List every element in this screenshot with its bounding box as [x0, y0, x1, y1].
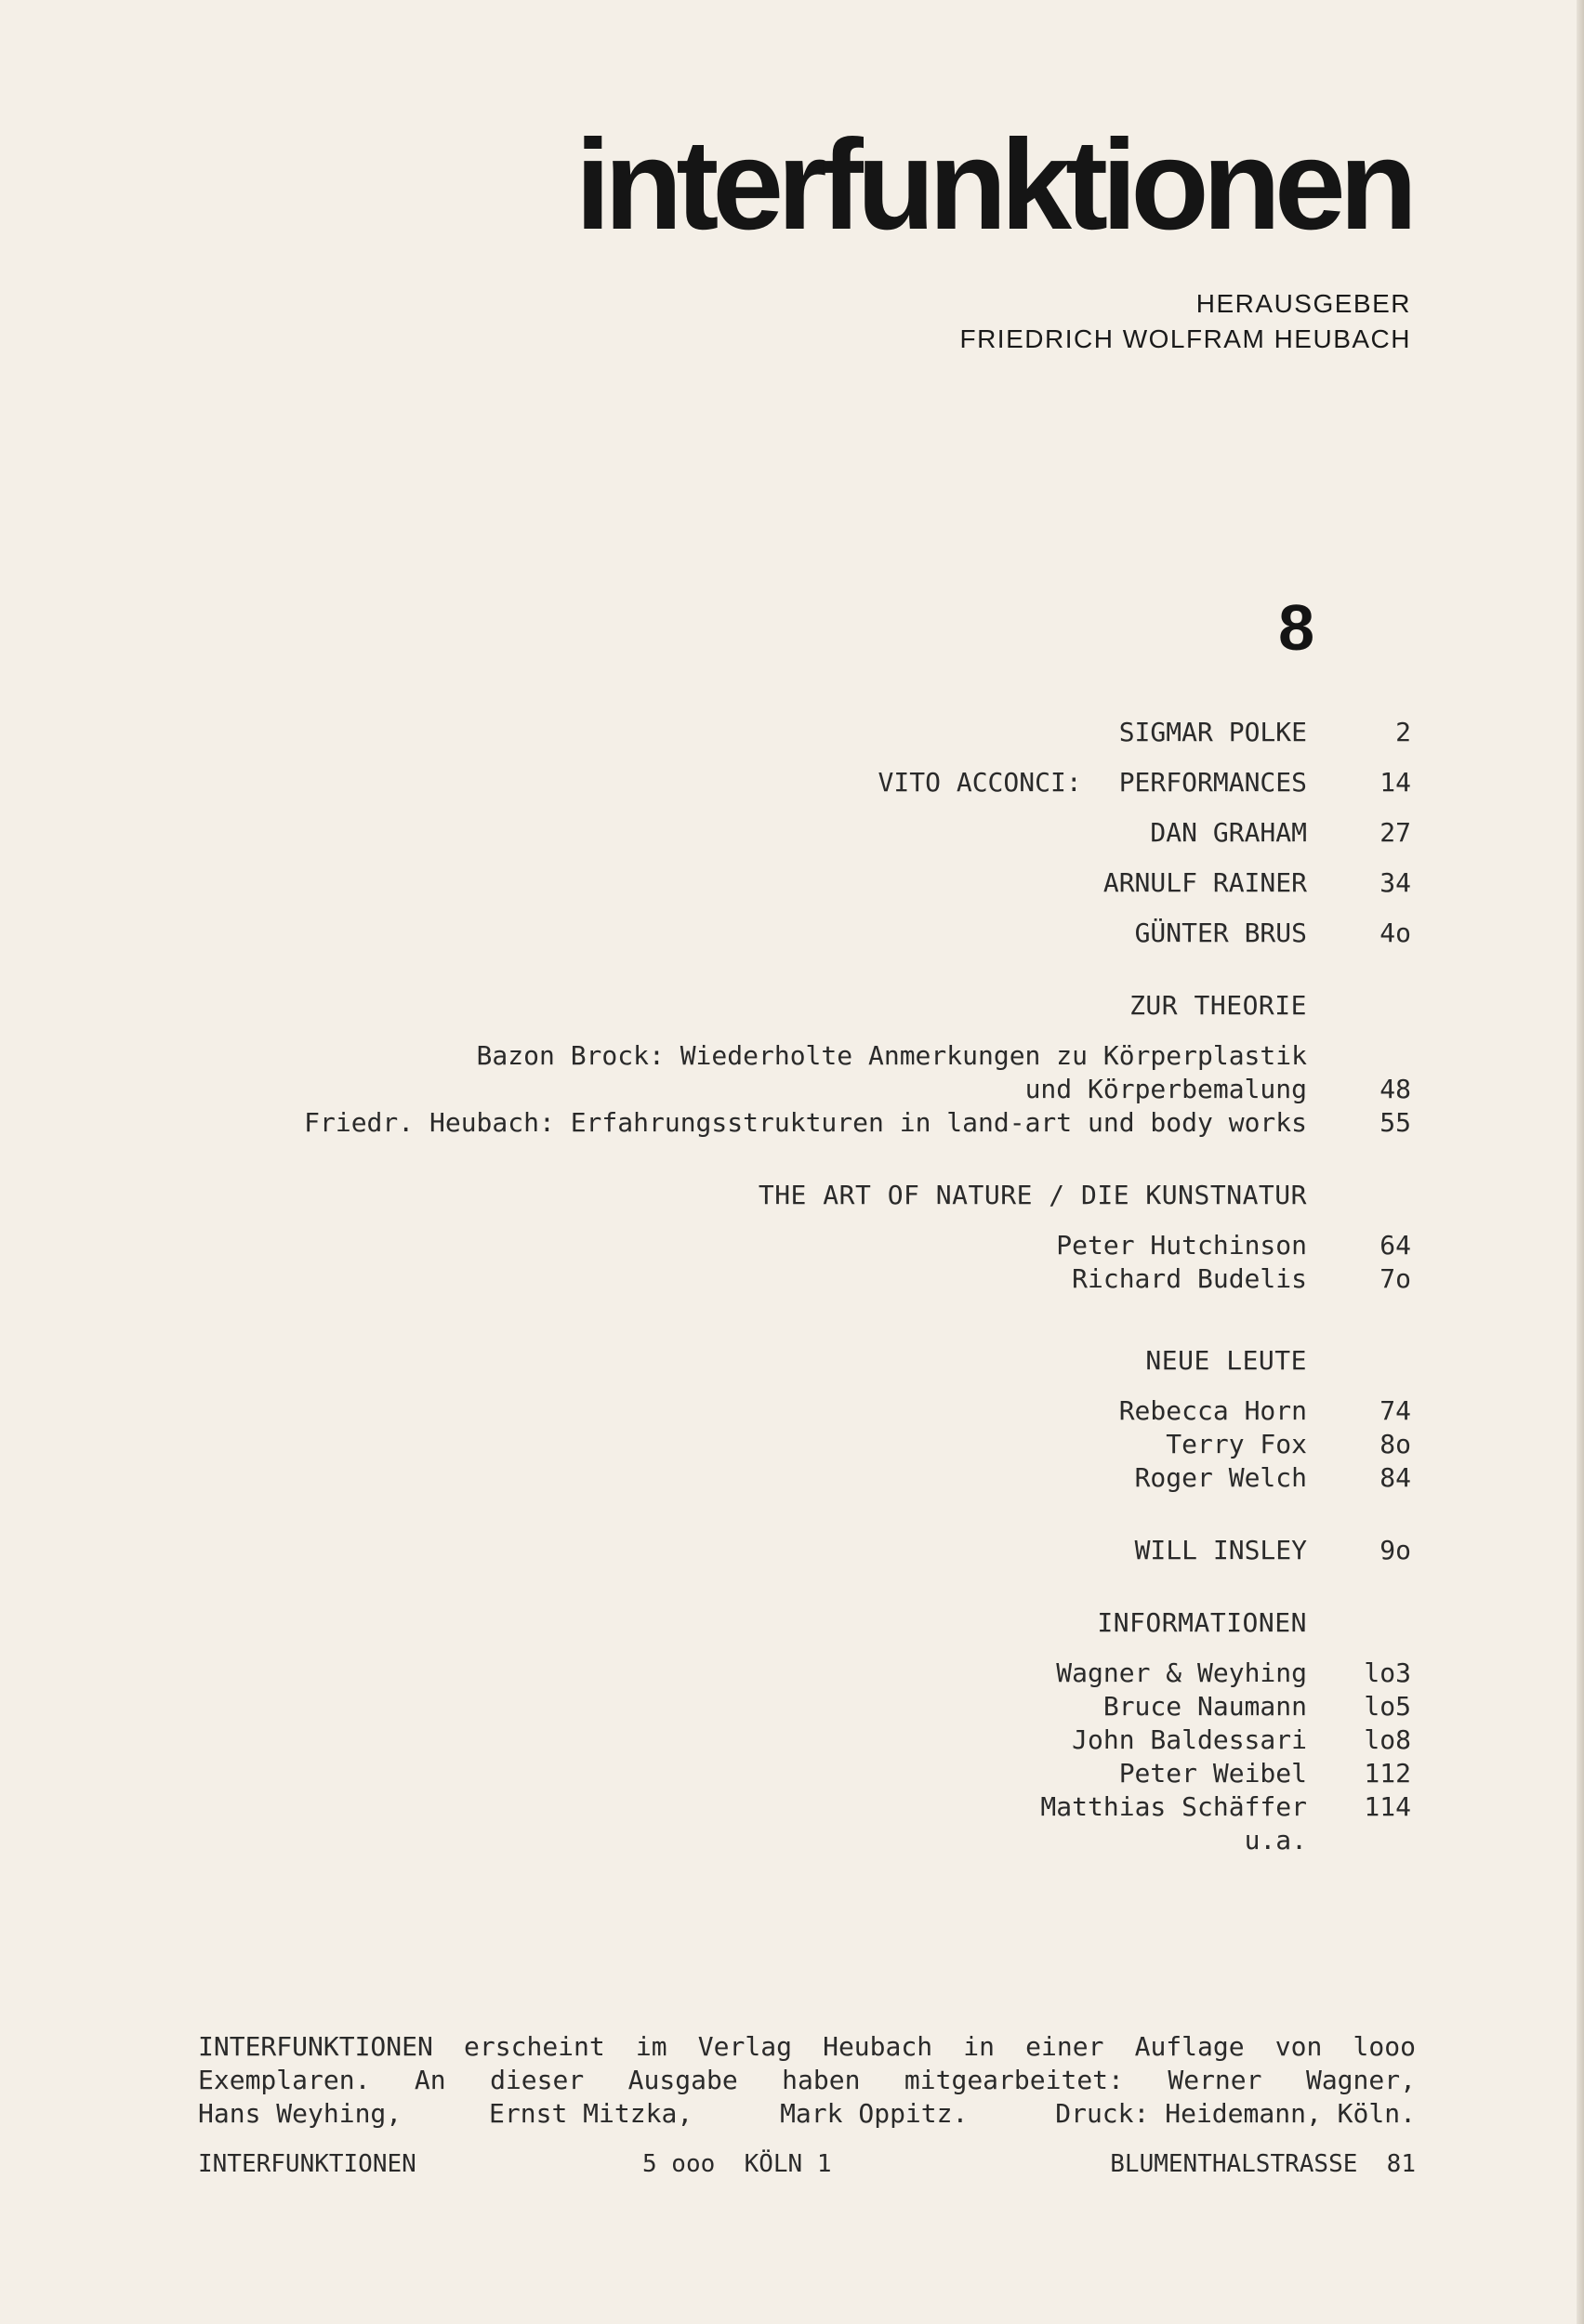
colophon-word: Heubach — [823, 2031, 933, 2062]
toc-entry — [0, 1723, 1411, 1757]
colophon-phrase: Mark Oppitz. — [780, 2098, 969, 2129]
section-heading — [0, 989, 1411, 1023]
editor-label: HERAUSGEBER — [1195, 289, 1411, 318]
toc-entry-page: 112 — [1364, 1758, 1411, 1789]
colophon-word: mitgearbeitet: — [904, 2065, 1124, 2095]
toc-entry-label: Peter Hutchinson — [1056, 1230, 1307, 1261]
toc-entry-page: 27 — [1379, 817, 1411, 848]
colophon-word: looo — [1353, 2031, 1416, 2062]
colophon-word: Ausgabe — [627, 2065, 738, 2095]
toc-entry-page: lo5 — [1364, 1691, 1411, 1722]
colophon-phrase: Hans Weyhing, — [198, 2098, 403, 2129]
address-footer — [198, 2147, 1416, 2181]
section-heading-text: NEUE LEUTE — [1145, 1345, 1307, 1376]
toc-entry-prefix: VITO ACCONCI: — [878, 767, 1082, 798]
toc-entry — [0, 816, 1411, 850]
colophon-word: An — [414, 2065, 446, 2095]
toc-entry-label: Peter Weibel — [1118, 1758, 1307, 1789]
toc-entry-page: 9o — [1379, 1535, 1411, 1565]
toc-entry-label: PERFORMANCES — [1118, 767, 1307, 798]
toc-entry — [0, 1690, 1411, 1723]
toc-entry-page: 84 — [1379, 1462, 1411, 1493]
issue-number: 8 — [1278, 591, 1314, 664]
page-edge — [1577, 0, 1584, 2324]
colophon-word: Auflage — [1134, 2031, 1245, 2062]
toc-entry-label: und Körperbemalung — [1024, 1074, 1307, 1104]
toc-entry-label: ARNULF RAINER — [1102, 867, 1307, 898]
colophon-word: Verlag — [697, 2031, 792, 2062]
toc-entry-page: 74 — [1379, 1395, 1411, 1426]
toc-entry — [0, 1262, 1411, 1296]
toc-entry-page: 2 — [1395, 717, 1411, 747]
colophon-phrase: Druck: Heidemann, Köln. — [1055, 2098, 1416, 2129]
colophon-line — [198, 2030, 1416, 2064]
colophon-word: haben — [782, 2065, 861, 2095]
colophon-word: Werner — [1168, 2065, 1262, 2095]
toc-entry — [0, 1106, 1411, 1140]
colophon-word: INTERFUNKTIONEN — [198, 2031, 433, 2062]
toc-entry-page: 34 — [1379, 867, 1411, 898]
toc-entry — [0, 766, 1411, 799]
colophon-word: Wagner, — [1305, 2065, 1416, 2095]
section-heading — [0, 1179, 1411, 1212]
toc-entry-label: Matthias Schäffer — [1040, 1791, 1307, 1822]
colophon-word: in — [963, 2031, 995, 2062]
toc-entry — [0, 1039, 1411, 1073]
editor-name: FRIEDRICH WOLFRAM HEUBACH — [959, 324, 1411, 353]
toc-entry-page: 48 — [1379, 1074, 1411, 1104]
footer-street: BLUMENTHALSTRASSE 81 — [1110, 2150, 1416, 2178]
toc-entry-label: Rebecca Horn — [1118, 1395, 1307, 1426]
colophon-word: Exemplaren. — [198, 2065, 371, 2095]
colophon-line — [198, 2097, 1416, 2131]
footer-city: 5 ooo KÖLN 1 — [642, 2150, 832, 2178]
colophon-phrase: Ernst Mitzka, — [489, 2098, 693, 2129]
section-heading-text: ZUR THEORIE — [1129, 990, 1307, 1021]
toc-entry — [0, 1073, 1411, 1106]
section-heading — [0, 1606, 1411, 1640]
colophon-word: erscheint — [464, 2031, 605, 2062]
toc-entry-etc: u.a. — [1244, 1825, 1307, 1855]
toc-entry — [0, 1824, 1411, 1857]
toc-entry-page: 14 — [1379, 767, 1411, 798]
toc-entry-label: Bruce Naumann — [1102, 1691, 1307, 1722]
toc-entry — [0, 1534, 1411, 1567]
magazine-title: interfunktionen — [574, 113, 1411, 257]
toc-entry-page: 55 — [1379, 1107, 1411, 1138]
colophon-word: dieser — [490, 2065, 585, 2095]
toc-entry — [0, 1428, 1411, 1461]
toc-entry — [0, 1790, 1411, 1824]
toc-entry — [0, 1757, 1411, 1790]
colophon-word: im — [635, 2031, 667, 2062]
toc-entry-label: Friedr. Heubach: Erfahrungsstrukturen in land-art und body works — [304, 1107, 1307, 1138]
toc-entry-label: GÜNTER BRUS — [1134, 918, 1307, 948]
toc-entry-label: WILL INSLEY — [1134, 1535, 1307, 1565]
toc-entry-label: DAN GRAHAM — [1150, 817, 1307, 848]
toc-entry — [0, 1394, 1411, 1428]
toc-entry-page: 114 — [1364, 1791, 1411, 1822]
colophon-word: von — [1274, 2031, 1323, 2062]
toc-entry-page: 8o — [1379, 1429, 1411, 1459]
toc-entry — [0, 1229, 1411, 1262]
section-heading-text: INFORMATIONEN — [1097, 1607, 1307, 1638]
toc-entry-label: John Baldessari — [1072, 1724, 1307, 1755]
toc-entry-label: SIGMAR POLKE — [1118, 717, 1307, 747]
toc-entry-page: lo8 — [1364, 1724, 1411, 1755]
section-heading-text: THE ART OF NATURE / DIE KUNSTNATUR — [758, 1180, 1307, 1210]
section-heading — [0, 1344, 1411, 1378]
colophon-line — [198, 2064, 1416, 2097]
toc-entry-page: 4o — [1379, 918, 1411, 948]
colophon-word: einer — [1025, 2031, 1104, 2062]
toc-entry-page: lo3 — [1364, 1657, 1411, 1688]
footer-publisher: INTERFUNKTIONEN — [198, 2150, 416, 2178]
toc-entry-label: Richard Budelis — [1072, 1263, 1307, 1294]
toc-entry-page: 64 — [1379, 1230, 1411, 1261]
toc-entry-label: Wagner & Weyhing — [1056, 1657, 1307, 1688]
toc-entry — [0, 866, 1411, 900]
toc-entry-label: Roger Welch — [1134, 1462, 1307, 1493]
toc-entry — [0, 1657, 1411, 1690]
table-of-contents — [0, 716, 1411, 1857]
toc-entry-label: Bazon Brock: Wiederholte Anmerkungen zu Körperplastik — [476, 1040, 1307, 1071]
toc-entry-label: Terry Fox — [1166, 1429, 1307, 1459]
toc-entry-page: 7o — [1379, 1263, 1411, 1294]
toc-entry — [0, 716, 1411, 749]
colophon — [198, 2030, 1416, 2131]
editor-block — [959, 286, 1411, 357]
toc-entry — [0, 917, 1411, 950]
toc-entry — [0, 1461, 1411, 1495]
